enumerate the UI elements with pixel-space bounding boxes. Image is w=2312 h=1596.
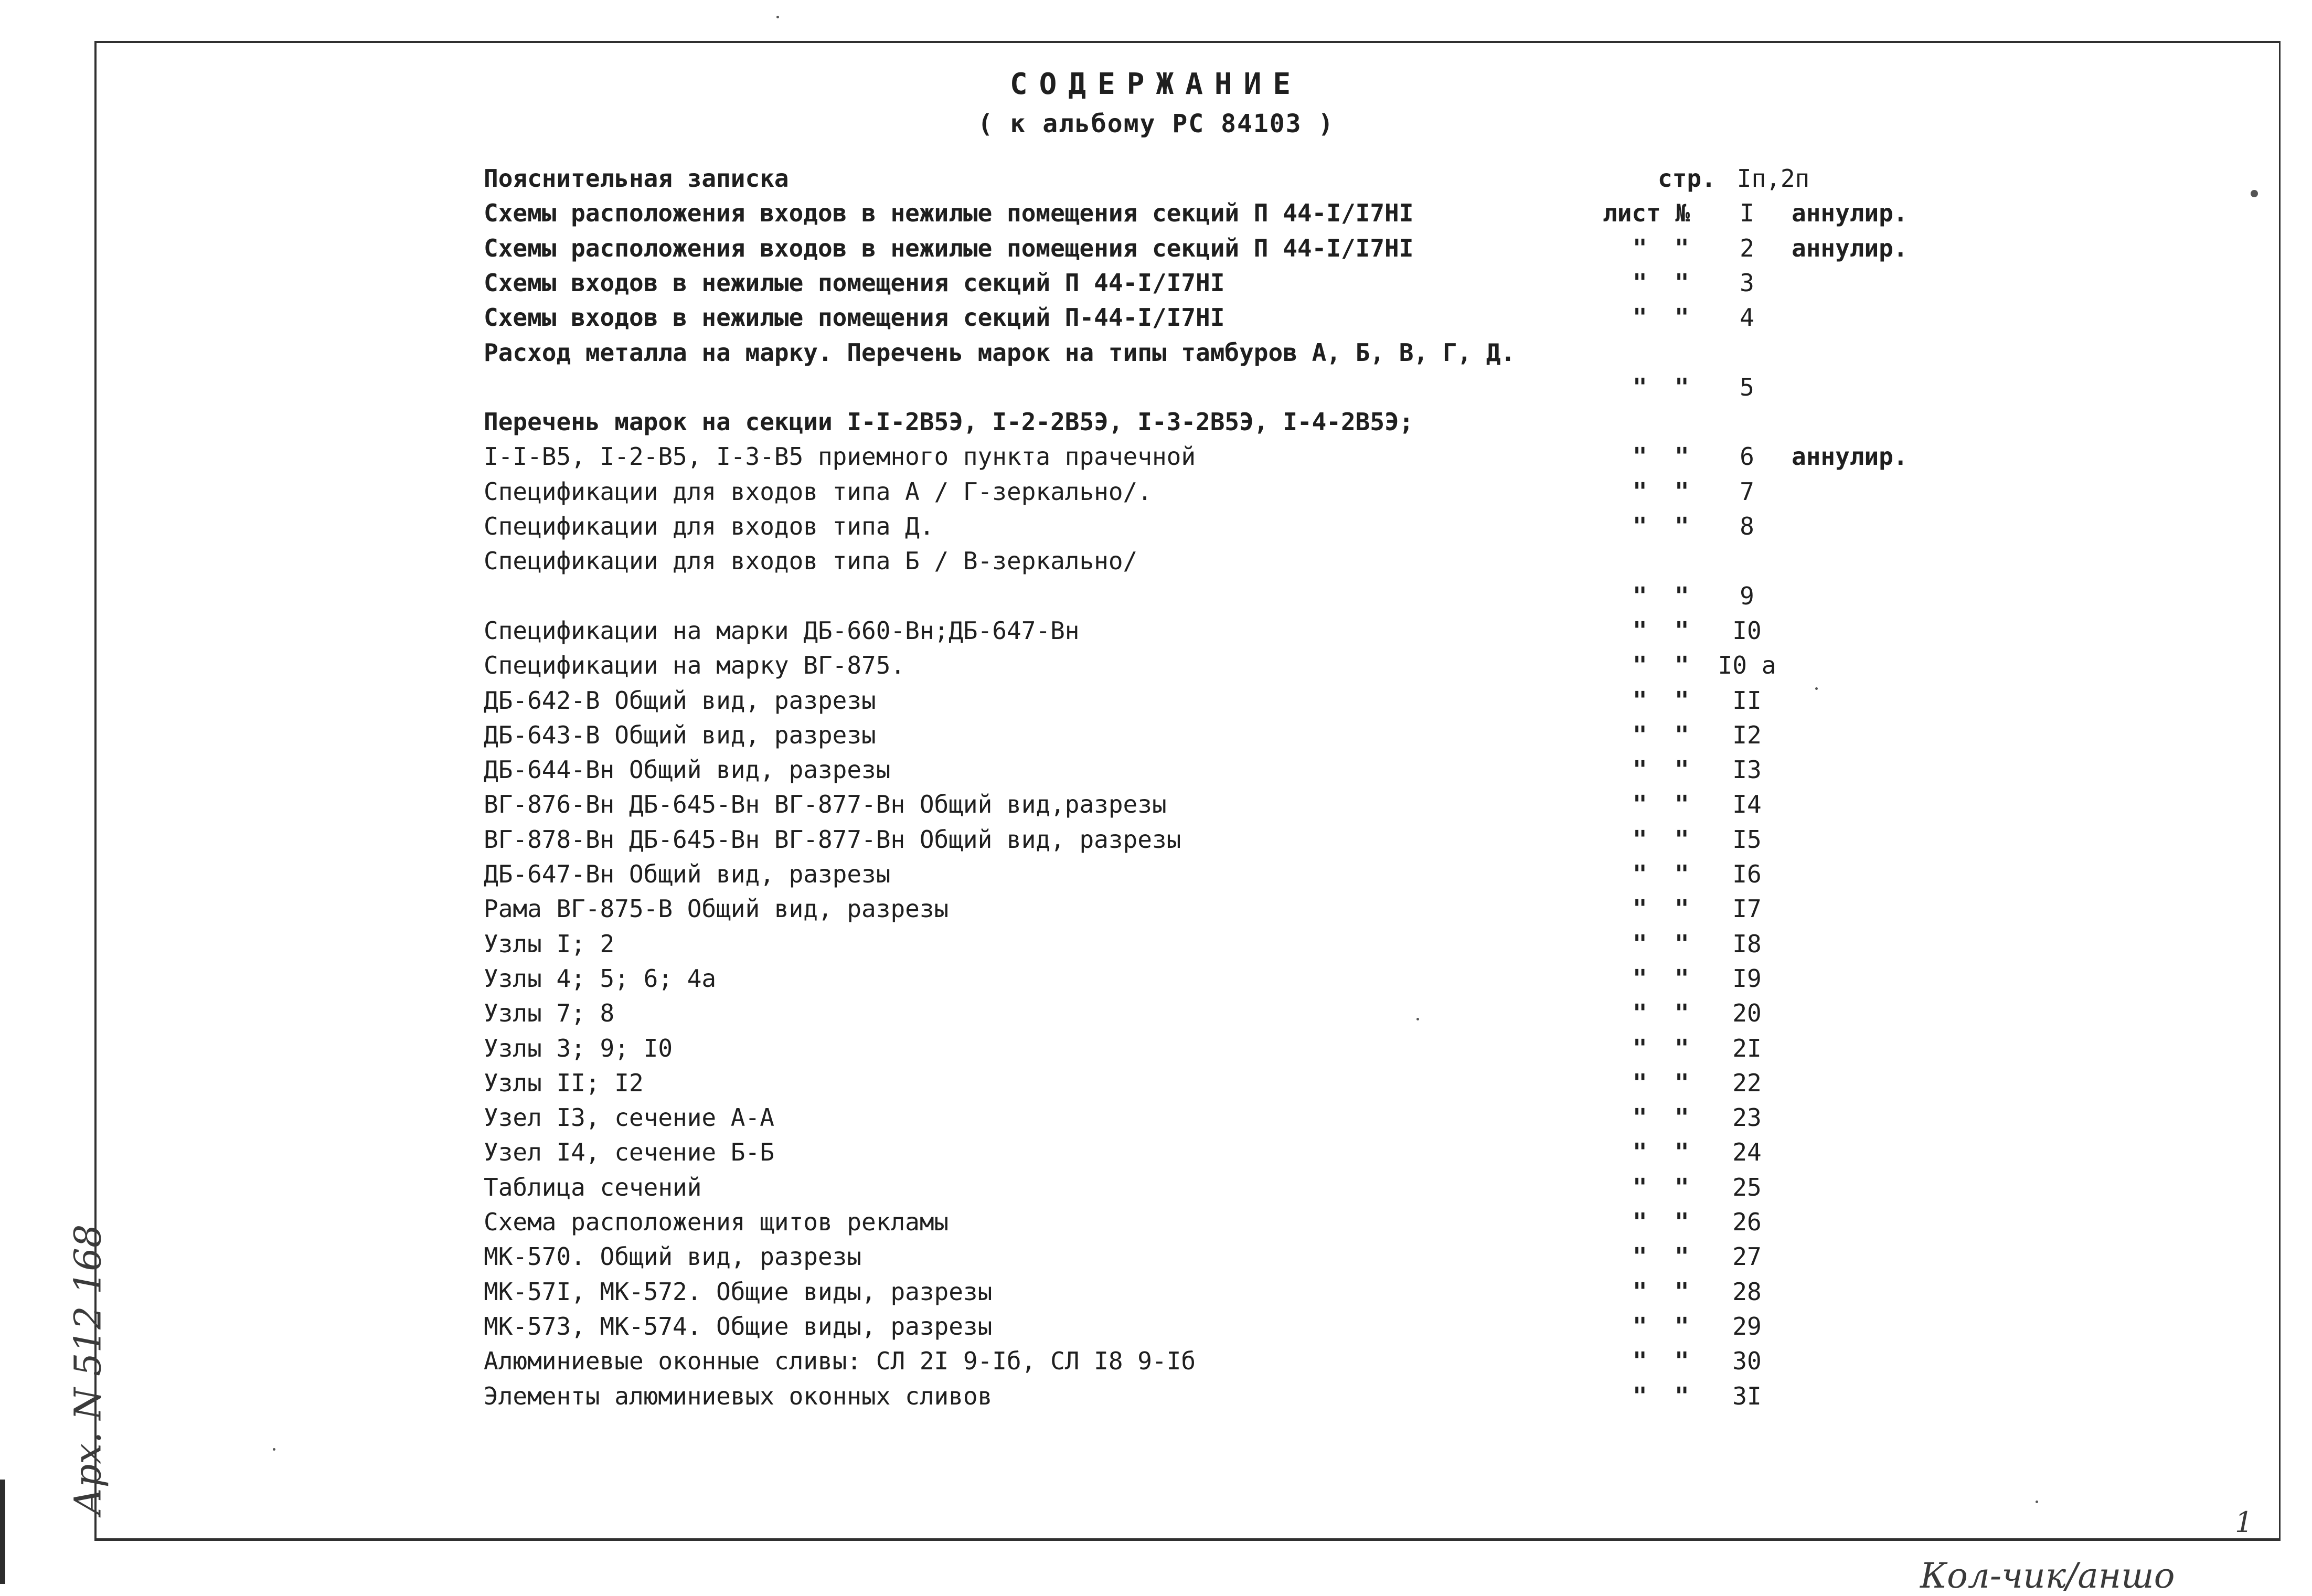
page-value: Iп,2п (1736, 164, 1810, 193)
toc-row (0, 266, 2312, 300)
toc-row (0, 440, 2312, 473)
ditto-mark: " (1675, 234, 1689, 262)
scan-speck (2036, 1501, 2038, 1503)
ditto-mark: " (1633, 269, 1647, 297)
bottom-signature-handwritten: Кол-чик/аншо (1920, 1556, 2175, 1596)
sheet-number: I0 а (1718, 651, 1776, 679)
ditto-mark: " (1633, 686, 1647, 715)
ditto-mark: " (1633, 825, 1647, 854)
sheet-number: 2 (1740, 234, 1754, 262)
toc-row (0, 301, 2312, 334)
sheet-number: 7 (1740, 477, 1754, 506)
sheet-number: 24 (1732, 1138, 1762, 1166)
ditto-mark: " (1675, 616, 1689, 645)
sheet-number: II (1732, 686, 1762, 715)
sheet-number: I7 (1732, 895, 1762, 923)
toc-entry-title: ДБ-647-Вн Общий вид, разрезы (484, 860, 891, 888)
sheet-number: 28 (1732, 1278, 1762, 1306)
ditto-mark: " (1633, 616, 1647, 645)
toc-entry-title: Рама ВГ-875-В Общий вид, разрезы (484, 895, 949, 923)
ditto-mark: " (1633, 442, 1647, 471)
sheet-number: 27 (1732, 1242, 1762, 1271)
ditto-mark: " (1675, 373, 1689, 401)
toc-entry-title: Спецификации для входов типа Д. (484, 512, 934, 540)
toc-entry-title: I-I-В5, I-2-В5, I-3-В5 приемного пункта прачечной (484, 442, 1196, 471)
ditto-mark: " (1675, 512, 1689, 540)
toc-row (0, 996, 2312, 1030)
sheet-number: 2I (1732, 1034, 1762, 1062)
ditto-mark: " (1633, 1138, 1647, 1166)
sheet-number: 26 (1732, 1208, 1762, 1236)
toc-row (0, 370, 2312, 404)
toc-row (0, 927, 2312, 961)
ditto-mark: " (1633, 1173, 1647, 1201)
toc-row (0, 1135, 2312, 1169)
toc-entry-title: Спецификации для входов типа А / Г-зеркально/. (484, 477, 1152, 506)
toc-row (0, 648, 2312, 682)
toc-row (0, 1066, 2312, 1100)
toc-row (0, 1171, 2312, 1204)
ditto-mark: " (1675, 860, 1689, 888)
ditto-mark: " (1633, 1103, 1647, 1132)
toc-entry-title: МК-573, МК-574. Общие виды, разрезы (484, 1312, 993, 1340)
ditto-mark: " (1633, 1312, 1647, 1340)
ditto-mark: " (1675, 269, 1689, 297)
ditto-mark: " (1675, 1347, 1689, 1375)
toc-row (0, 1379, 2312, 1413)
sheet-number: 4 (1740, 303, 1754, 332)
sheet-number: 30 (1732, 1347, 1762, 1375)
sheet-number: 8 (1740, 512, 1754, 540)
toc-entry-title: Таблица сечений (484, 1173, 702, 1201)
toc-entry-title: ДБ-643-В Общий вид, разрезы (484, 721, 876, 749)
sheet-number: I8 (1732, 930, 1762, 958)
toc-row (0, 509, 2312, 543)
toc-entry-title: Узлы 4; 5; 6; 4а (484, 964, 717, 993)
toc-row (0, 1205, 2312, 1239)
toc-row (0, 1031, 2312, 1065)
toc-entry-title: Расход металла на марку. Перечень марок на типы тамбуров А, Б, В, Г, Д. (484, 338, 1516, 367)
toc-row (0, 788, 2312, 821)
toc-row (0, 684, 2312, 717)
toc-entry-title: Спецификации на марку ВГ-875. (484, 651, 905, 679)
sheet-number: I0 (1732, 616, 1762, 645)
sheet-number: 3I (1732, 1382, 1762, 1410)
ditto-mark: " (1633, 721, 1647, 749)
toc-entry-title: Схемы входов в нежилые помещения секций П-44-I/I7НI (484, 303, 1225, 332)
toc-row (0, 231, 2312, 265)
ditto-mark: " (1633, 234, 1647, 262)
toc-entry-title: Перечень марок на секции I-I-2В5Э, I-2-2В5Э, I-3-2В5Э, I-4-2В5Э; (484, 408, 1414, 436)
ditto-mark: " (1675, 895, 1689, 923)
toc-row (0, 475, 2312, 508)
toc-entry-title: Схемы входов в нежилые помещения секций П 44-I/I7НI (484, 269, 1225, 297)
toc-entry-title: МК-570. Общий вид, разрезы (484, 1242, 862, 1271)
toc-row (0, 1275, 2312, 1308)
ditto-mark: " (1675, 756, 1689, 784)
scan-speck (1416, 1018, 1419, 1020)
scan-speck (776, 16, 779, 18)
toc-row (0, 823, 2312, 856)
ditto-mark: " (1675, 1242, 1689, 1271)
ditto-mark: " (1675, 964, 1689, 993)
toc-entry-title: ВГ-876-Вн ДБ-645-Вн ВГ-877-Вн Общий вид,разрезы (484, 790, 1167, 818)
ditto-mark: " (1675, 686, 1689, 715)
ditto-mark: " (1675, 1173, 1689, 1201)
ditto-mark: " (1675, 1103, 1689, 1132)
sheet-number: I2 (1732, 721, 1762, 749)
ditto-mark: " (1675, 1312, 1689, 1340)
annulled-note: аннулир. (1792, 234, 1908, 262)
ditto-mark: " (1675, 930, 1689, 958)
ditto-mark: " (1675, 651, 1689, 679)
ditto-mark: " (1675, 721, 1689, 749)
sheet-label: лист № (1603, 199, 1690, 227)
toc-entry-title: Пояснительная записка (484, 164, 789, 193)
ditto-mark: " (1675, 442, 1689, 471)
ditto-mark: " (1633, 303, 1647, 332)
annulled-note: аннулир. (1792, 442, 1908, 471)
ditto-mark: " (1675, 477, 1689, 506)
toc-row (0, 753, 2312, 786)
sheet-number: I (1740, 199, 1754, 227)
ditto-mark: " (1633, 1242, 1647, 1271)
sheet-number: 6 (1740, 442, 1754, 471)
sheet-number: 9 (1740, 582, 1754, 610)
sheet-number: 22 (1732, 1069, 1762, 1097)
ditto-mark: " (1633, 1347, 1647, 1375)
toc-entry-title: ДБ-644-Вн Общий вид, разрезы (484, 756, 891, 784)
ditto-mark: " (1633, 651, 1647, 679)
scan-speck (1815, 687, 1818, 690)
toc-entry-title: Узлы 3; 9; I0 (484, 1034, 673, 1062)
ditto-mark: " (1675, 582, 1689, 610)
sheet-number: I5 (1732, 825, 1762, 854)
ditto-mark: " (1633, 860, 1647, 888)
scan-speck (2251, 190, 2258, 197)
toc-row (0, 857, 2312, 891)
ditto-mark: " (1675, 1208, 1689, 1236)
toc-row (0, 962, 2312, 995)
toc-row (0, 196, 2312, 230)
ditto-mark: " (1633, 582, 1647, 610)
toc-entry-title: Схемы расположения входов в нежилые помещения секций П 44-I/I7НI (484, 199, 1414, 227)
archive-number-handwritten: Арх. N 512 168 (66, 1224, 110, 1516)
document-title: СОДЕРЖАНИЕ (1009, 67, 1303, 101)
ditto-mark: " (1675, 1034, 1689, 1062)
document-subtitle: ( к альбому РС 84103 ) (977, 109, 1335, 139)
ditto-mark: " (1633, 1069, 1647, 1097)
toc-row (0, 718, 2312, 752)
toc-row (0, 162, 2312, 195)
toc-entry-title: Узлы 7; 8 (484, 999, 615, 1027)
sheet-number: I9 (1732, 964, 1762, 993)
toc-row (0, 1101, 2312, 1134)
toc-entry-title: Спецификации для входов типа Б / В-зеркально/ (484, 547, 1138, 575)
toc-entry-title: МК-57I, МК-572. Общие виды, разрезы (484, 1278, 993, 1306)
sheet-number: 3 (1740, 269, 1754, 297)
ditto-mark: " (1633, 477, 1647, 506)
toc-entry-title: Спецификации на марки ДБ-660-Вн;ДБ-647-Вн (484, 616, 1080, 645)
sheet-number: I4 (1732, 790, 1762, 818)
toc-entry-title: ДБ-642-В Общий вид, разрезы (484, 686, 876, 715)
sheet-number: 20 (1732, 999, 1762, 1027)
ditto-mark: " (1633, 999, 1647, 1027)
ditto-mark: " (1633, 373, 1647, 401)
ditto-mark: " (1633, 930, 1647, 958)
toc-row (0, 579, 2312, 613)
sheet-number: I6 (1732, 860, 1762, 888)
ditto-mark: " (1675, 1138, 1689, 1166)
ditto-mark: " (1633, 790, 1647, 818)
left-margin-rule (0, 1480, 5, 1584)
toc-entry-title: Узел I4, сечение Б-Б (484, 1138, 774, 1166)
ditto-mark: " (1675, 825, 1689, 854)
scan-speck (273, 1448, 275, 1451)
toc-entry-title: Узел I3, сечение А-А (484, 1103, 774, 1132)
toc-entry-title: Узлы I; 2 (484, 930, 615, 958)
ditto-mark: " (1633, 895, 1647, 923)
ditto-mark: " (1675, 790, 1689, 818)
toc-entry-title: Алюминиевые оконные сливы: СЛ 2I 9-Iб, СЛ I8 9-Iб (484, 1347, 1196, 1375)
ditto-mark: " (1675, 303, 1689, 332)
ditto-mark: " (1633, 756, 1647, 784)
toc-entry-title: ВГ-878-Вн ДБ-645-Вн ВГ-877-Вн Общий вид, разрезы (484, 825, 1181, 854)
ditto-mark: " (1633, 964, 1647, 993)
ditto-mark: " (1675, 999, 1689, 1027)
toc-row (0, 405, 2312, 439)
toc-entry-title: Схемы расположения входов в нежилые помещения секций П 44-I/I7НI (484, 234, 1414, 262)
toc-row (0, 614, 2312, 647)
ditto-mark: " (1675, 1278, 1689, 1306)
sheet-number: 25 (1732, 1173, 1762, 1201)
ditto-mark: " (1633, 1034, 1647, 1062)
ditto-mark: " (1675, 1069, 1689, 1097)
sheet-number: 29 (1732, 1312, 1762, 1340)
toc-row (0, 1310, 2312, 1343)
toc-row (0, 1344, 2312, 1378)
ditto-mark: " (1633, 1278, 1647, 1306)
toc-row (0, 892, 2312, 925)
page-corner-mark: 1 (2235, 1506, 2253, 1539)
sheet-number: I3 (1732, 756, 1762, 784)
annulled-note: аннулир. (1792, 199, 1908, 227)
ditto-mark: " (1633, 1382, 1647, 1410)
ditto-mark: " (1675, 1382, 1689, 1410)
sheet-number: 23 (1732, 1103, 1762, 1132)
ditto-mark: " (1633, 1208, 1647, 1236)
toc-entry-title: Элементы алюминиевых оконных сливов (484, 1382, 993, 1410)
toc-row (0, 1240, 2312, 1273)
toc-entry-title: Узлы II; I2 (484, 1069, 644, 1097)
page-label: стр. (1658, 164, 1716, 193)
toc-entry-title: Схема расположения щитов рекламы (484, 1208, 949, 1236)
ditto-mark: " (1633, 512, 1647, 540)
toc-row (0, 336, 2312, 369)
sheet-number: 5 (1740, 373, 1754, 401)
toc-row (0, 544, 2312, 578)
